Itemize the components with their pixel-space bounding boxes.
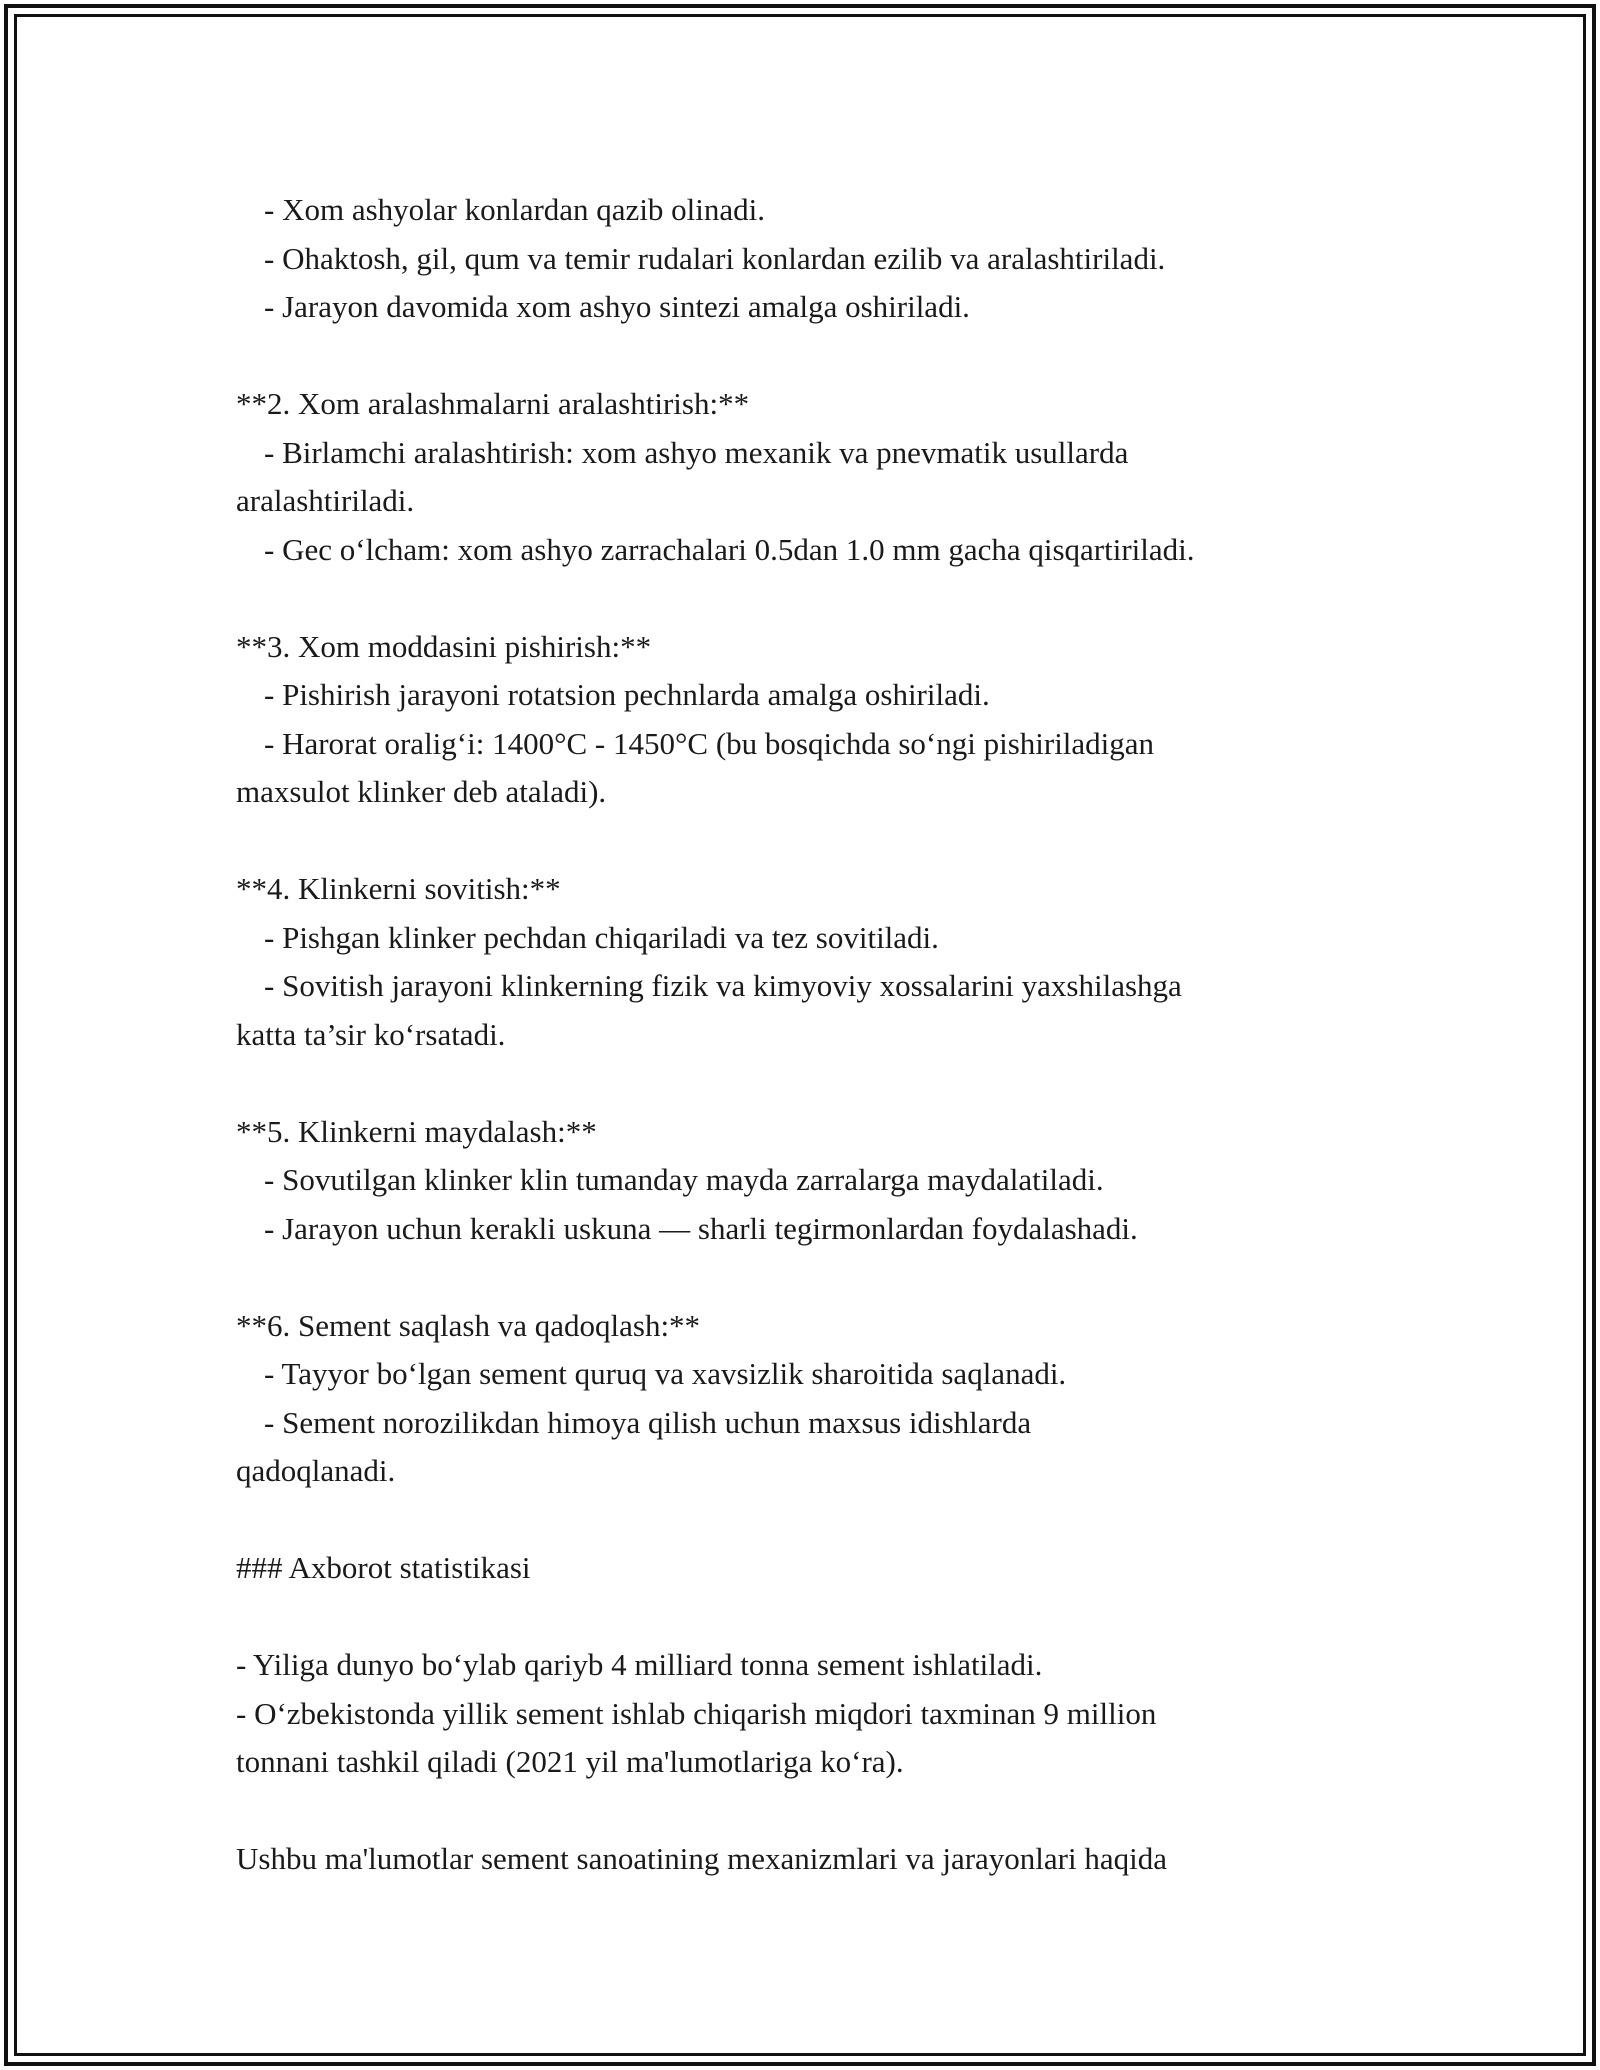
text-line: katta ta’sir ko‘rsatadi. [236, 1016, 506, 1052]
blank-line [236, 574, 1386, 623]
text-line: Ushbu ma'lumotlar sement sanoatining mexanizmlari va jarayonlari haqida [236, 1841, 1167, 1876]
section-heading: **4. Klinkerni sovitish:** [236, 871, 561, 906]
text-line: tonnani tashkil qiladi (2021 yil ma'lumotlariga ko‘ra). [236, 1744, 904, 1779]
bullet-item: - Jarayon davomida xom ashyo sintezi amalga oshiriladi. [264, 289, 970, 324]
bullet-item: - Pishgan klinker pechdan chiqariladi va tez sovitiladi. [264, 919, 939, 955]
blank-line [236, 1593, 1386, 1642]
bullet-item: - Sovutilgan klinker klin tumanday mayda zarralarga maydalatiladi. [264, 1162, 1104, 1197]
bullet-item: - O‘zbekistonda yillik sement ishlab chiqarish miqdori taxminan 9 million [236, 1695, 1157, 1731]
subheading: ### Axborot statistikasi [236, 1550, 531, 1585]
text-line: qadoqlanadi. [236, 1453, 396, 1488]
bullet-item: - Pishirish jarayoni rotatsion pechnlarda amalga oshiriladi. [264, 677, 990, 712]
blank-line [236, 1059, 1386, 1108]
bullet-item: - Harorat oralig‘i: 1400°C - 1450°C (bu bosqichda so‘ngi pishiriladigan [264, 725, 1155, 761]
bullet-item: - Yiliga dunyo bo‘ylab qariyb 4 milliard tonna sement ishlatiladi. [236, 1647, 1043, 1682]
section-heading: **5. Klinkerni maydalash:** [236, 1113, 597, 1149]
bullet-item: - Birlamchi aralashtirish: xom ashyo mexanik va pnevmatik usullarda [264, 434, 1129, 470]
section-heading: **3. Xom moddasini pishirish:** [236, 628, 652, 664]
section-heading: **2. Xom aralashmalarni aralashtirish:** [236, 386, 750, 421]
blank-line [236, 1253, 1386, 1302]
blank-line [236, 1787, 1386, 1836]
bullet-item: - Xom ashyolar konlardan qazib olinadi. [264, 192, 766, 227]
bullet-item: - Jarayon uchun kerakli uskuna — sharli tegirmonlardan foydalashadi. [264, 1210, 1138, 1246]
blank-line [236, 332, 1386, 381]
bullet-item: - Tayyor bo‘lgan sement quruq va xavsizlik sharoitida saqlanadi. [264, 1356, 1067, 1391]
document-body [236, 186, 1386, 1884]
section-heading: **6. Sement saqlash va qadoqlash:** [236, 1307, 701, 1343]
bullet-item: - Sement norozilikdan himoya qilish uchun maxsus idishlarda [264, 1404, 1032, 1440]
bullet-item: - Ohaktosh, gil, qum va temir rudalari konlardan ezilib va aralashtiriladi. [264, 240, 1166, 276]
bullet-item: - Sovitish jarayoni klinkerning fizik va kimyoviy xossalarini yaxshilashga [264, 968, 1182, 1003]
bullet-item: - Gec o‘lcham: xom ashyo zarrachalari 0.5dan 1.0 mm gacha qisqartiriladi. [264, 531, 1195, 567]
blank-line [236, 1496, 1386, 1545]
text-line: maxsulot klinker deb ataladi). [236, 774, 607, 809]
text-line: aralashtiriladi. [236, 483, 415, 518]
blank-line [236, 817, 1386, 866]
